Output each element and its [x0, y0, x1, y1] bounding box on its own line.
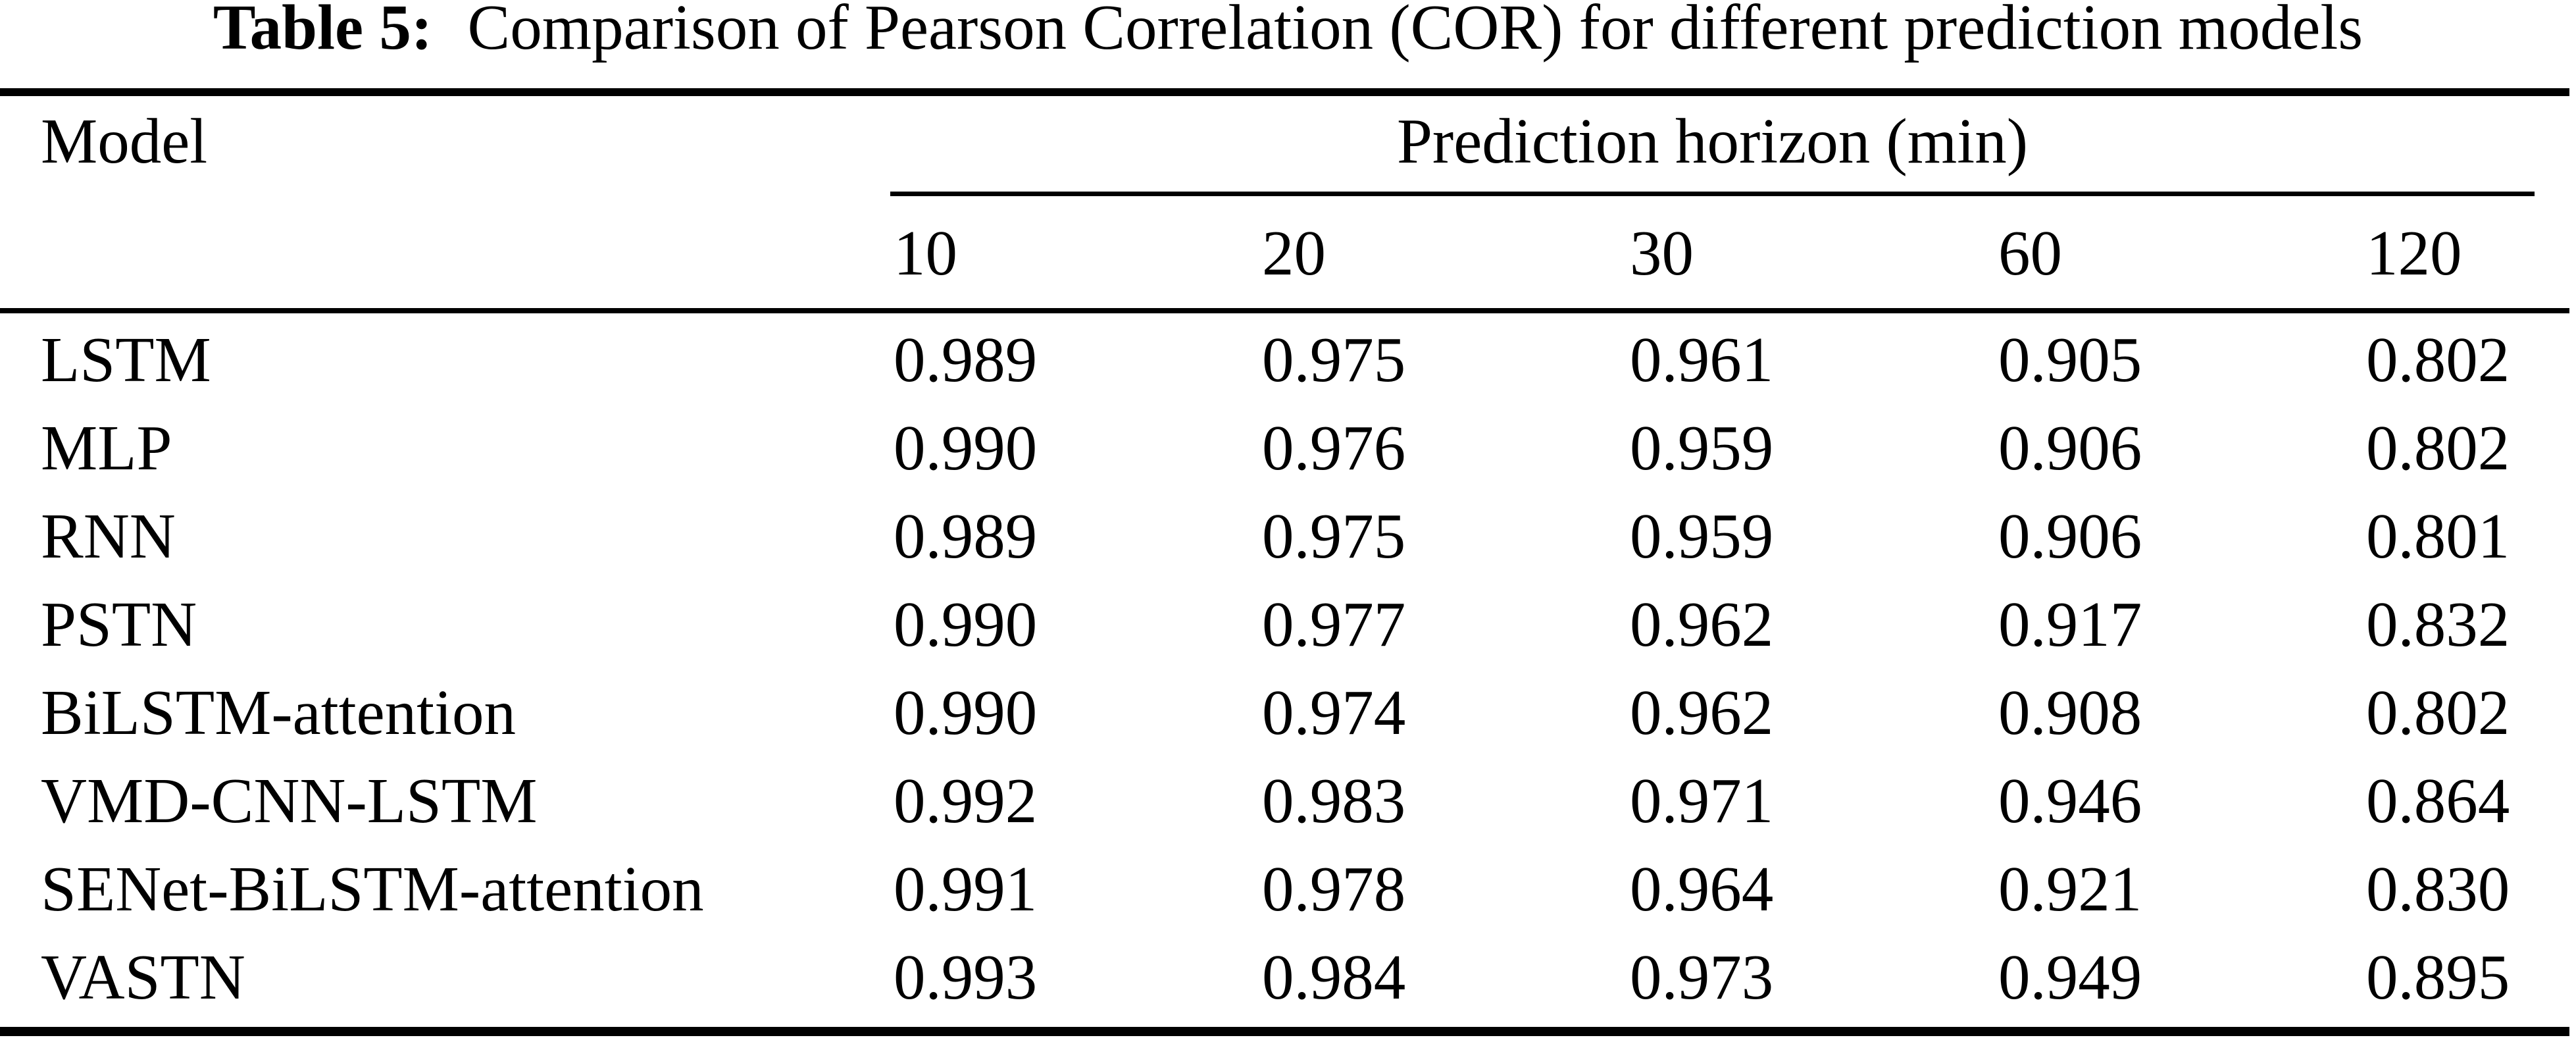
model-name: BiLSTM-attention [41, 677, 517, 748]
cor-value: 0.906 [1998, 413, 2142, 483]
table-row [0, 854, 2576, 945]
cor-value: 0.989 [894, 325, 1038, 395]
bottom-rule [0, 1027, 2569, 1036]
cor-value: 0.864 [2366, 766, 2510, 836]
cor-value: 0.984 [1262, 942, 1406, 1012]
cor-value: 0.964 [1630, 854, 1774, 924]
cor-value: 0.949 [1998, 942, 2142, 1012]
model-name: VMD-CNN-LSTM [41, 766, 538, 836]
cor-value: 0.975 [1262, 501, 1406, 571]
table-row [0, 589, 2576, 681]
cor-value: 0.908 [1998, 677, 2142, 748]
cor-value: 0.962 [1630, 589, 1774, 660]
cor-value: 0.961 [1630, 325, 1774, 395]
model-name: RNN [41, 501, 176, 571]
column-header-horizon-10: 10 [894, 218, 957, 288]
cor-value: 0.974 [1262, 677, 1406, 748]
table-row [0, 677, 2576, 769]
cor-value: 0.989 [894, 501, 1038, 571]
column-header-horizon-20: 20 [1262, 218, 1326, 288]
cor-value: 0.906 [1998, 501, 2142, 571]
cor-value: 0.990 [894, 677, 1038, 748]
cor-value: 0.946 [1998, 766, 2142, 836]
column-header-horizon-120: 120 [2366, 218, 2462, 288]
table-row [0, 413, 2576, 504]
table-row [0, 942, 2576, 1033]
cor-value: 0.959 [1630, 501, 1774, 571]
column-group-header: Prediction horizon (min) [1396, 106, 2028, 176]
cor-value: 0.992 [894, 766, 1038, 836]
table-caption-number: Table 5: [213, 0, 433, 63]
table-row [0, 501, 2576, 592]
cor-value: 0.801 [2366, 501, 2510, 571]
cor-value: 0.802 [2366, 677, 2510, 748]
model-name: MLP [41, 413, 172, 483]
table-caption-text: Comparison of Pearson Correlation (COR) for different prediction models [467, 0, 2363, 63]
table-row [0, 766, 2576, 857]
cor-value: 0.959 [1630, 413, 1774, 483]
cor-value: 0.962 [1630, 677, 1774, 748]
cor-value: 0.971 [1630, 766, 1774, 836]
model-name: SENet-BiLSTM-attention [41, 854, 704, 924]
cor-value: 0.917 [1998, 589, 2142, 660]
cor-value: 0.905 [1998, 325, 2142, 395]
cor-value: 0.976 [1262, 413, 1406, 483]
model-name: PSTN [41, 589, 197, 660]
table-row [0, 325, 2576, 416]
cor-value: 0.830 [2366, 854, 2510, 924]
group-header-rule [890, 192, 2535, 196]
cor-value: 0.991 [894, 854, 1038, 924]
cor-value: 0.832 [2366, 589, 2510, 660]
cor-value: 0.983 [1262, 766, 1406, 836]
cor-value: 0.921 [1998, 854, 2142, 924]
cor-value: 0.990 [894, 589, 1038, 660]
column-header-model: Model [41, 106, 208, 176]
cor-value: 0.978 [1262, 854, 1406, 924]
cor-value: 0.802 [2366, 325, 2510, 395]
model-name: LSTM [41, 325, 211, 395]
horizon-header-row [0, 218, 2576, 309]
top-rule [0, 88, 2569, 96]
header-body-rule [0, 308, 2569, 313]
table-caption [0, 0, 2576, 63]
column-header-horizon-30: 30 [1630, 218, 1694, 288]
cor-value: 0.975 [1262, 325, 1406, 395]
cor-value: 0.973 [1630, 942, 1774, 1012]
cor-value: 0.977 [1262, 589, 1406, 660]
cor-value: 0.895 [2366, 942, 2510, 1012]
column-header-horizon-60: 60 [1998, 218, 2062, 288]
cor-value: 0.802 [2366, 413, 2510, 483]
cor-value: 0.990 [894, 413, 1038, 483]
model-name: VASTN [41, 942, 245, 1012]
cor-value: 0.993 [894, 942, 1038, 1012]
